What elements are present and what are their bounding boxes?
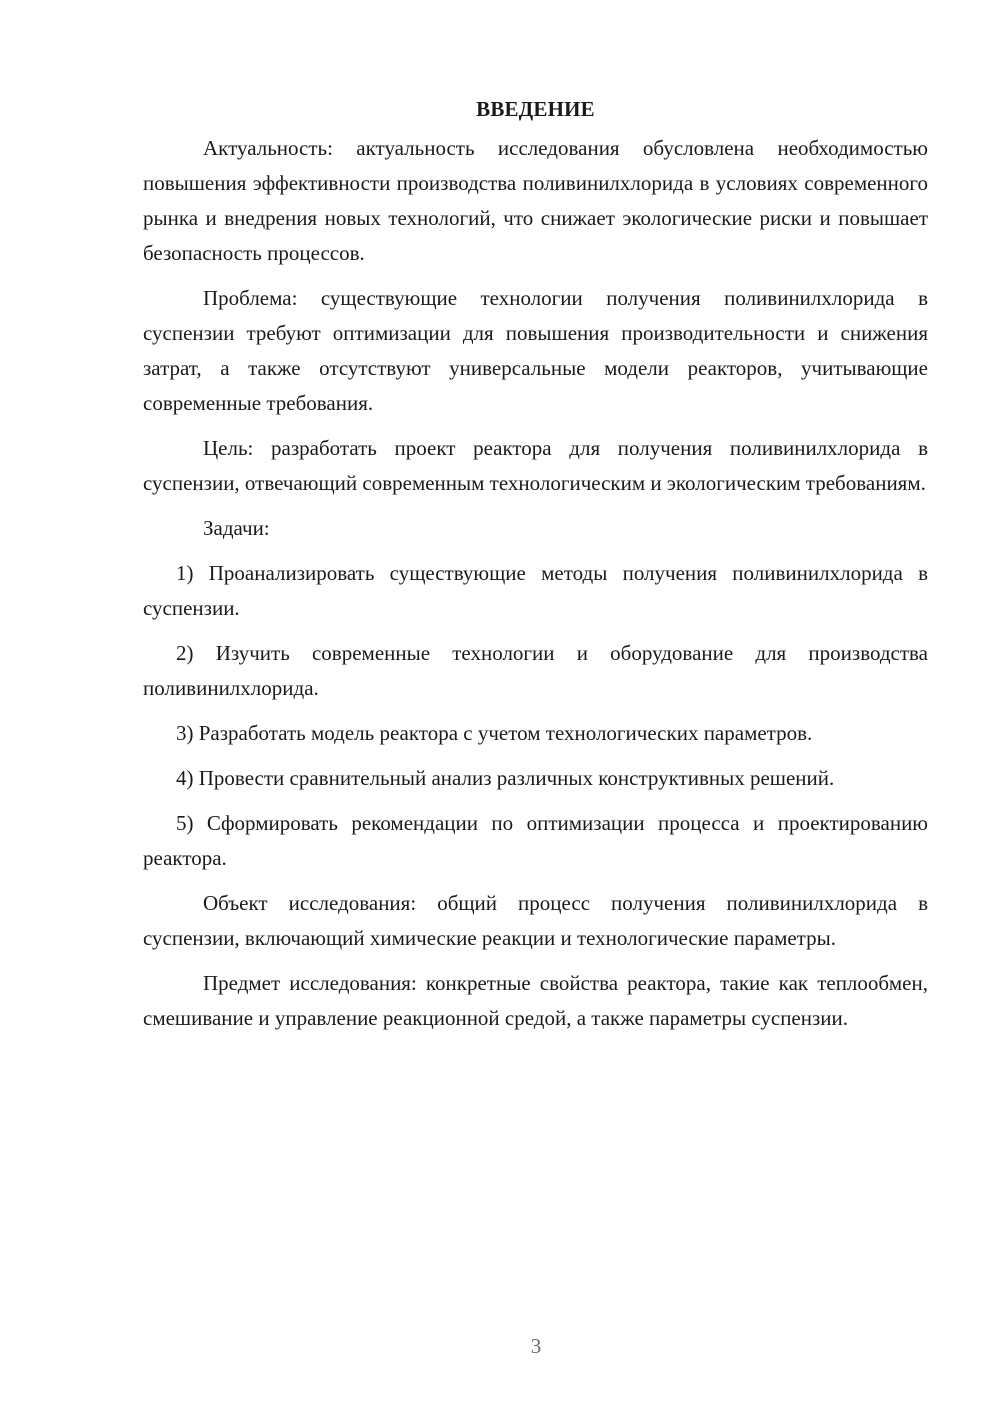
page-content bbox=[143, 92, 928, 1036]
object-paragraph: Объект исследования: общий процесс получения поливинилхлорида в суспензии, включающий химические реакции и технологические параметры. bbox=[143, 891, 928, 950]
task-item-3: 3) Разработать модель реактора с учетом технологических параметров. bbox=[176, 721, 813, 745]
tasks-label: Задачи: bbox=[203, 516, 270, 540]
page-number: 3 bbox=[530, 1334, 542, 1358]
task-item-4: 4) Провести сравнительный анализ различных конструктивных решений. bbox=[176, 766, 835, 790]
relevance-paragraph: Актуальность: актуальность исследования обусловлена необходимостью повышения эффективности производства поливинилхлорида в условиях современного рынка и внедрения новых технологий, что снижает экологические риски и повышает безопасность процессов. bbox=[143, 136, 928, 265]
section-heading: ВВЕДЕНИЕ bbox=[476, 97, 595, 121]
task-item-1: 1) Проанализировать существующие методы получения поливинилхлорида в суспензии. bbox=[143, 561, 928, 620]
problem-paragraph: Проблема: существующие технологии получения поливинилхлорида в суспензии требуют оптимизации для повышения производительности и снижения затрат, а также отсутствуют универсальные модели реакторов, учитывающие современные требования. bbox=[143, 286, 928, 415]
goal-paragraph: Цель: разработать проект реактора для получения поливинилхлорида в суспензии, отвечающий современным технологическим и экологическим требованиям. bbox=[143, 436, 928, 495]
task-item-5: 5) Сформировать рекомендации по оптимизации процесса и проектированию реактора. bbox=[143, 811, 928, 870]
task-item-2: 2) Изучить современные технологии и оборудование для производства поливинилхлорида. bbox=[143, 641, 928, 700]
subject-paragraph: Предмет исследования: конкретные свойства реактора, такие как теплообмен, смешивание и управление реакционной средой, а также параметры суспензии. bbox=[143, 971, 928, 1030]
